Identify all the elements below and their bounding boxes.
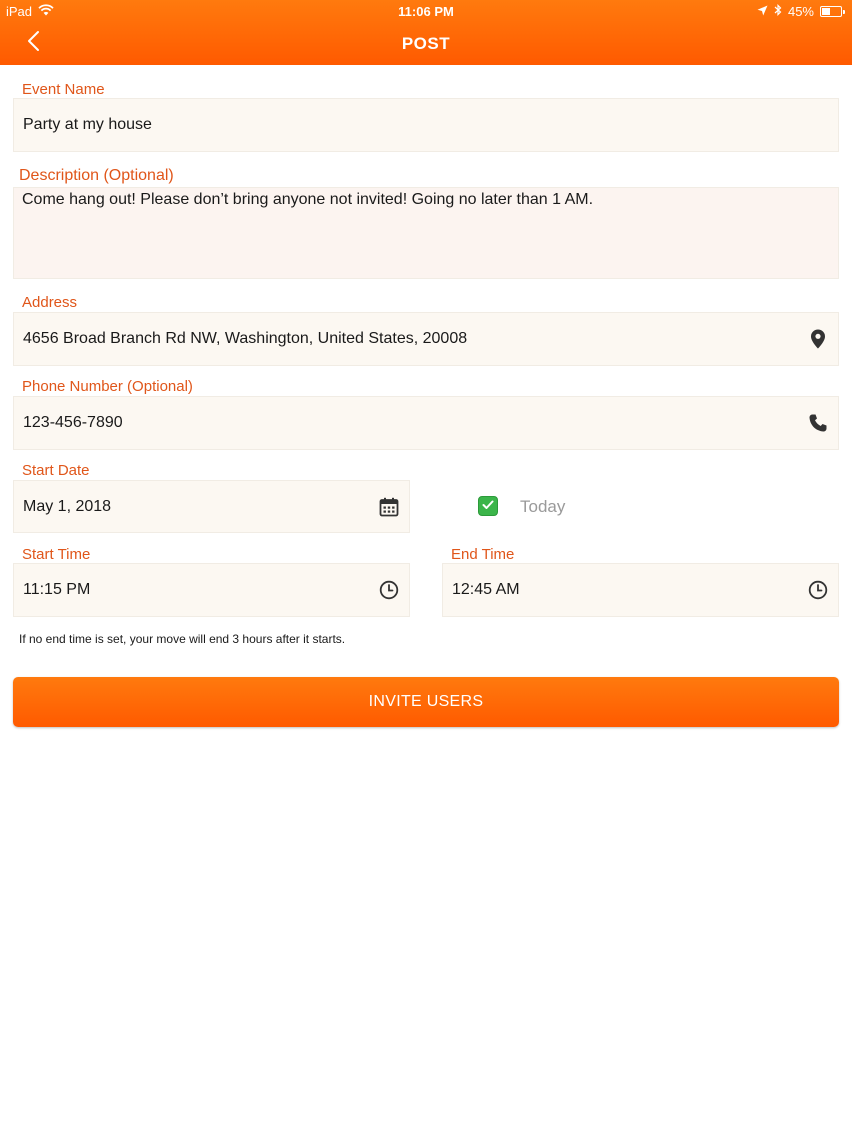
device-name: iPad	[6, 4, 33, 19]
page-title: POST	[401, 34, 451, 53]
description-label: Description (Optional)	[19, 167, 174, 184]
address-field[interactable]	[13, 312, 839, 366]
status-right	[757, 4, 842, 19]
end-time-value: 12:45 AM	[452, 581, 520, 598]
event-name-field[interactable]	[13, 98, 839, 152]
clock-icon[interactable]	[379, 580, 399, 600]
location-arrow-icon	[757, 4, 768, 19]
start-date-field[interactable]	[13, 480, 410, 533]
address-value: 4656 Broad Branch Rd NW, Washington, United States, 20008	[23, 330, 468, 347]
end-time-field[interactable]	[442, 563, 839, 617]
calendar-icon[interactable]	[379, 497, 399, 517]
end-time-label: End Time	[451, 546, 515, 563]
event-name-label: Event Name	[22, 81, 105, 98]
start-time-label: Start Time	[22, 546, 91, 563]
battery-level	[822, 8, 830, 15]
map-pin-icon[interactable]	[808, 329, 828, 349]
checkmark-icon	[482, 497, 494, 515]
start-time-field[interactable]	[13, 563, 410, 617]
clock-icon[interactable]	[808, 580, 828, 600]
start-date-label: Start Date	[22, 462, 90, 479]
phone-label: Phone Number (Optional)	[22, 378, 193, 395]
phone-field[interactable]	[13, 396, 839, 450]
battery-icon	[820, 6, 842, 17]
address-label: Address	[22, 294, 78, 311]
start-time-value: 11:15 PM	[23, 581, 91, 598]
event-name-value: Party at my house	[23, 116, 152, 133]
bluetooth-icon	[774, 4, 782, 19]
invite-users-button[interactable]: INVITE USERS	[13, 677, 839, 727]
description-value: Come hang out! Please don’t bring anyone not invited! Going no later than 1 AM.	[22, 191, 594, 208]
battery-percent: 45%	[787, 4, 814, 19]
status-time: 11:06 PM	[398, 4, 454, 19]
description-field[interactable]	[13, 187, 839, 279]
start-date-value: May 1, 2018	[23, 497, 112, 515]
today-label[interactable]: Today	[520, 497, 566, 516]
end-time-hint: If no end time is set, your move will end 3 hours after it starts.	[19, 632, 346, 646]
phone-icon[interactable]	[808, 413, 828, 433]
phone-value: 123-456-7890	[23, 414, 123, 431]
header	[0, 0, 852, 65]
status-bar	[0, 0, 852, 22]
today-checkbox[interactable]	[478, 496, 498, 516]
nav-bar	[0, 22, 852, 65]
